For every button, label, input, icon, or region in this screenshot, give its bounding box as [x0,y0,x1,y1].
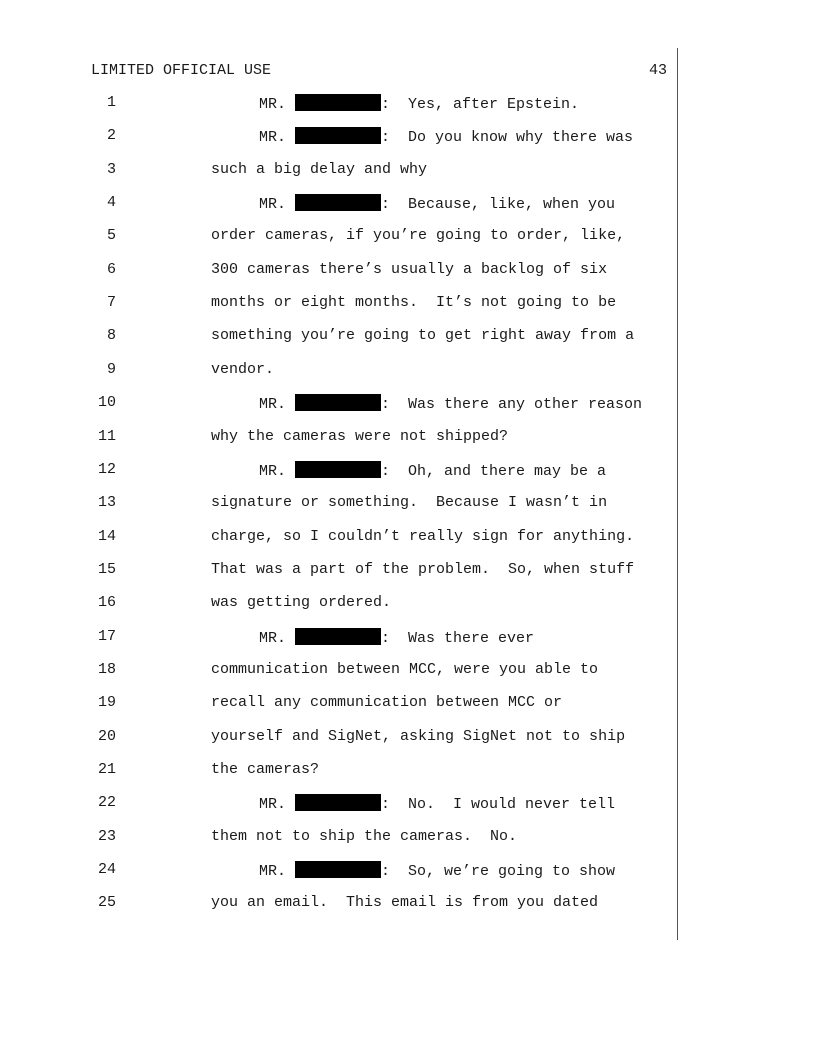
transcript-text: recall any communication between MCC or [211,694,563,711]
redaction-block [295,861,381,878]
redaction-block [295,628,381,645]
redaction-block [295,794,381,811]
speaker-prefix: MR. [259,196,296,213]
line-number: 24 [97,861,116,878]
line-number: 18 [97,661,116,678]
line-number: 7 [106,294,116,311]
transcript-line [0,861,816,881]
line-number: 6 [106,261,116,278]
line-number: 13 [97,494,116,511]
speaker-statement: : Do you know why there was [381,129,634,146]
transcript-text: such a big delay and why [211,161,428,178]
transcript-line [0,261,816,281]
transcript-text: 300 cameras there’s usually a backlog of six [211,261,608,278]
speaker-statement: : Yes, after Epstein. [381,96,580,113]
transcript-line [0,728,816,748]
speaker-statement: : Oh, and there may be a [381,463,607,480]
transcript-line [0,394,816,414]
speaker-prefix: MR. [259,863,296,880]
line-number: 2 [106,127,116,144]
line-number: 15 [97,561,116,578]
line-number: 1 [106,94,116,111]
speaker-prefix: MR. [259,630,296,647]
transcript-line [0,628,816,648]
transcript-text: yourself and SigNet, asking SigNet not to ship [211,728,626,745]
page-number: 43 [649,62,668,79]
line-number: 8 [106,327,116,344]
transcript-line [0,894,816,914]
transcript-line [0,227,816,247]
line-number: 19 [97,694,116,711]
transcript-text: the cameras? [211,761,320,778]
line-number: 3 [106,161,116,178]
speaker-statement: : Was there any other reason [381,396,643,413]
transcript-line [0,761,816,781]
redaction-block [295,194,381,211]
transcript-line [0,294,816,314]
speaker-line [259,794,615,813]
speaker-line [259,628,534,647]
transcript-text: signature or something. Because I wasn’t in [211,494,608,511]
transcript-line [0,494,816,514]
line-number: 10 [97,394,116,411]
line-number: 21 [97,761,116,778]
line-number: 25 [97,894,116,911]
line-number: 5 [106,227,116,244]
transcript-line [0,828,816,848]
transcript-line [0,528,816,548]
speaker-line [259,394,642,413]
speaker-line [259,861,615,880]
transcript-line [0,794,816,814]
speaker-prefix: MR. [259,396,296,413]
line-number: 11 [97,428,116,445]
line-number: 17 [97,628,116,645]
transcript-line [0,127,816,147]
transcript-line [0,161,816,181]
speaker-statement: : Was there ever [381,630,535,647]
transcript-line [0,661,816,681]
transcript-line [0,694,816,714]
transcript-text: you an email. This email is from you dated [211,894,599,911]
transcript-line [0,327,816,347]
speaker-statement: : Because, like, when you [381,196,616,213]
transcript-text: communication between MCC, were you able to [211,661,599,678]
speaker-prefix: MR. [259,96,296,113]
line-number: 20 [97,728,116,745]
line-number: 14 [97,528,116,545]
speaker-line [259,461,606,480]
speaker-line [259,194,615,213]
redaction-block [295,461,381,478]
line-number: 9 [106,361,116,378]
transcript-line [0,461,816,481]
transcript-text: something you’re going to get right away from a [211,327,635,344]
transcript-text: charge, so I couldn’t really sign for anything. [211,528,635,545]
transcript-line [0,561,816,581]
speaker-statement: : No. I would never tell [381,796,616,813]
transcript-line [0,361,816,381]
transcript-text: That was a part of the problem. So, when stuff [211,561,635,578]
transcript-text: why the cameras were not shipped? [211,428,509,445]
speaker-line [259,94,579,113]
redaction-block [295,94,381,111]
transcript-line [0,594,816,614]
classification-header: LIMITED OFFICIAL USE [91,62,272,79]
redaction-block [295,127,381,144]
speaker-line [259,127,633,146]
transcript-text: vendor. [211,361,275,378]
speaker-prefix: MR. [259,463,296,480]
line-number: 16 [97,594,116,611]
line-number: 23 [97,828,116,845]
transcript-text: order cameras, if you’re going to order, like, [211,227,626,244]
speaker-prefix: MR. [259,796,296,813]
line-number: 22 [97,794,116,811]
transcript-line [0,194,816,214]
speaker-statement: : So, we’re going to show [381,863,616,880]
line-number: 12 [97,461,116,478]
line-number: 4 [106,194,116,211]
transcript-line [0,94,816,114]
speaker-prefix: MR. [259,129,296,146]
transcript-text: was getting ordered. [211,594,392,611]
transcript-text: them not to ship the cameras. No. [211,828,518,845]
redaction-block [295,394,381,411]
transcript-line [0,428,816,448]
transcript-text: months or eight months. It’s not going to be [211,294,617,311]
